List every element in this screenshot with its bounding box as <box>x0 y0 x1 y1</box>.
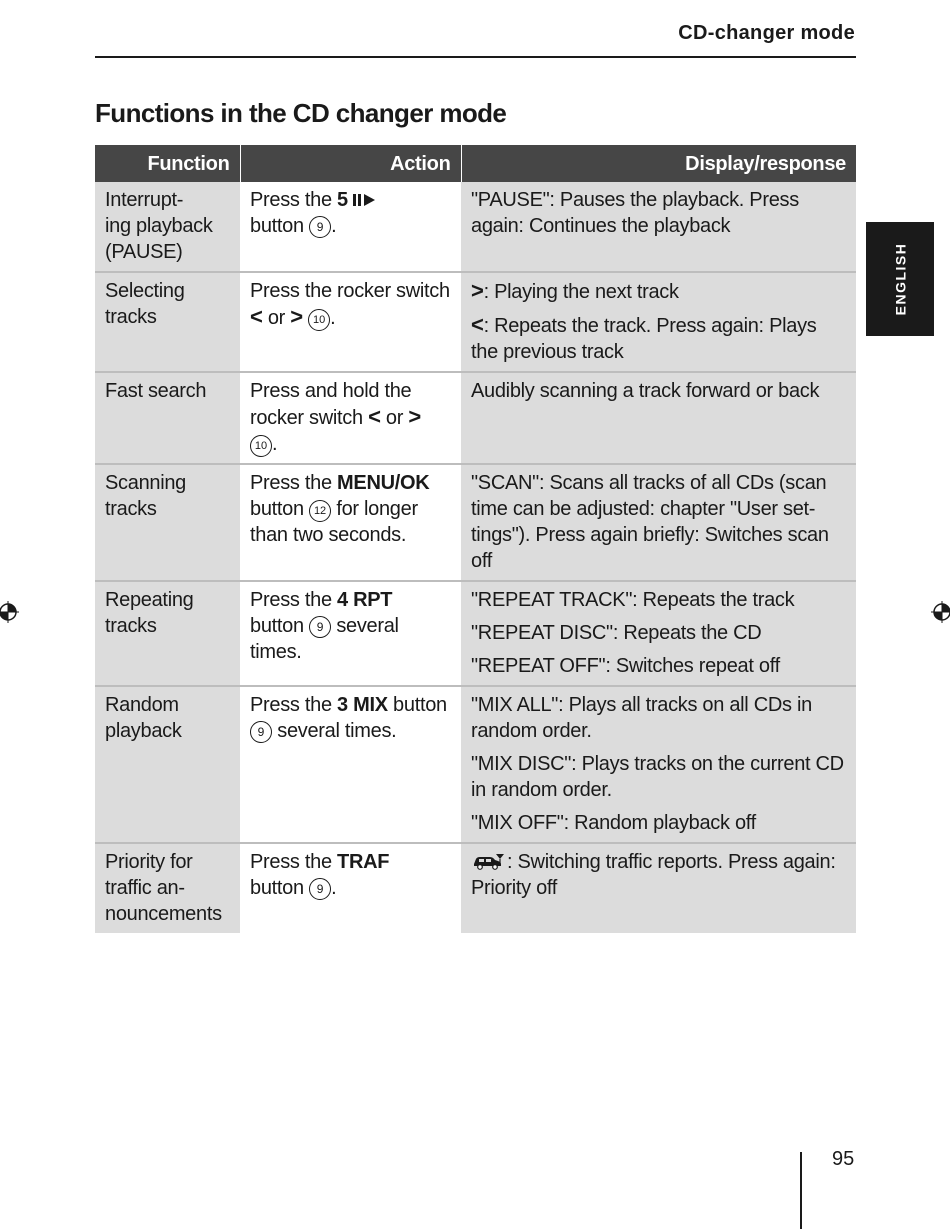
column-header-function: Function <box>95 145 240 182</box>
functions-table <box>95 145 856 933</box>
action-cell: Press and hold the rocker switch < or > 10 . <box>240 372 461 464</box>
registration-mark-icon <box>931 601 950 623</box>
section-title: Functions in the CD changer mode <box>95 98 507 128</box>
chevron-right-icon: > <box>290 304 303 329</box>
action-cell: Press the TRAF button 9 . <box>240 843 461 933</box>
chevron-left-icon: < <box>250 304 263 329</box>
response-cell: "PAUSE": Pauses the playback. Press again: Continues the playback <box>461 182 856 272</box>
response-cell: : Switching traffic reports. Press again: Priority off <box>461 843 856 933</box>
button-reference-badge: 12 <box>309 500 331 522</box>
table-row <box>95 464 856 581</box>
traffic-car-icon <box>471 852 507 870</box>
button-reference-badge: 10 <box>308 309 330 331</box>
function-cell: Selecting tracks <box>95 272 240 372</box>
function-cell: Priority for traffic an- nouncements <box>95 843 240 933</box>
button-reference-badge: 9 <box>250 721 272 743</box>
table-row <box>95 372 856 464</box>
table-row <box>95 581 856 686</box>
response-cell: "MIX ALL": Plays all tracks on all CDs in random order. "MIX DISC": Plays tracks on the current CD in random order. "MIX OFF": Random playback off <box>461 686 856 843</box>
button-reference-badge: 9 <box>309 216 331 238</box>
chevron-right-icon: > <box>408 404 421 429</box>
button-reference-badge: 9 <box>309 616 331 638</box>
chevron-left-icon: < <box>471 312 484 337</box>
play-pause-icon <box>353 193 379 207</box>
function-cell: Interrupt- ing playback (PAUSE) <box>95 182 240 272</box>
footer-rule <box>800 1152 802 1229</box>
table-row <box>95 182 856 272</box>
running-head: CD-changer mode <box>678 22 855 44</box>
chevron-right-icon: > <box>471 278 484 303</box>
action-cell: Press the 3 MIX button 9 several times. <box>240 686 461 843</box>
response-cell: "SCAN": Scans all tracks of all CDs (scan time can be adjusted: chapter "User set-tings"). Press again briefly: Switches scan off <box>461 464 856 581</box>
function-cell: Repeating tracks <box>95 581 240 686</box>
language-tab <box>866 222 934 336</box>
button-reference-badge: 9 <box>309 878 331 900</box>
action-cell: Press the 4 RPT button 9 several times. <box>240 581 461 686</box>
header-rule <box>95 56 856 58</box>
table-row <box>95 843 856 933</box>
action-cell: Press the 5 button 9 . <box>240 182 461 272</box>
table-header-row <box>95 145 856 182</box>
response-cell: Audibly scanning a track forward or back <box>461 372 856 464</box>
registration-mark-icon <box>0 601 19 623</box>
response-cell: >: Playing the next track <: Repeats the track. Press again: Plays the previous track <box>461 272 856 372</box>
page-number: 95 <box>832 1148 855 1170</box>
action-cell: Press the rocker switch < or > 10 . <box>240 272 461 372</box>
column-header-action: Action <box>240 145 461 182</box>
column-header-display-response: Display/response <box>461 145 856 182</box>
response-cell: "REPEAT TRACK": Repeats the track "REPEAT DISC": Repeats the CD "REPEAT OFF": Switches repeat off <box>461 581 856 686</box>
button-reference-badge: 10 <box>250 435 272 457</box>
chevron-left-icon: < <box>368 404 381 429</box>
table-row <box>95 272 856 372</box>
function-cell: Fast search <box>95 372 240 464</box>
action-cell: Press the MENU/OK button 12 for longer than two seconds. <box>240 464 461 581</box>
function-cell: Random playback <box>95 686 240 843</box>
function-cell: Scanning tracks <box>95 464 240 581</box>
language-tab-label: ENGLISH <box>892 242 909 316</box>
table-row <box>95 686 856 843</box>
